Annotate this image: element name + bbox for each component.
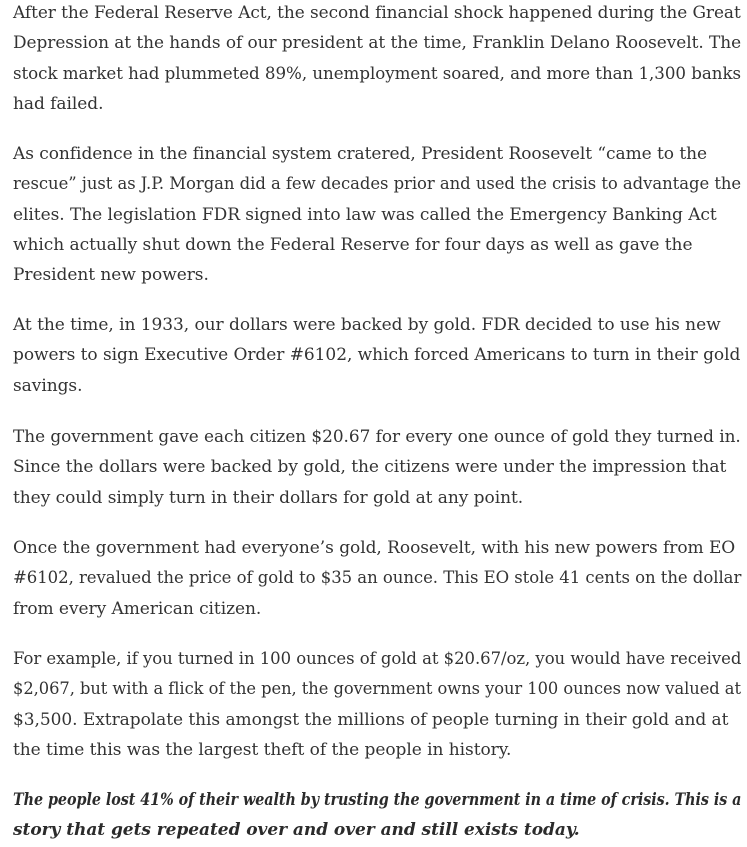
text-line: story that gets repeated over and over and still exists today. (13, 820, 580, 841)
paragraph-closing-emphasis (13, 785, 745, 846)
text-line: $3,500. Extrapolate this amongst the millions of people turning in their gold and at (13, 709, 729, 730)
text-line: the time this was the largest theft of the people in history. (13, 739, 512, 760)
text-line: savings. (13, 375, 83, 396)
text-line: After the Federal Reserve Act, the second financial shock happened during the Great (13, 3, 741, 23)
text-line: Once the government had everyone’s gold, Roosevelt, with his new powers from EO (13, 538, 736, 558)
text-line: $2,067, but with a flick of the pen, the government owns your 100 ounces now valued at (13, 679, 741, 700)
text-line: Depression at the hands of our president at the time, Franklin Delano Roosevelt. The (13, 33, 742, 54)
text-line: had failed. (13, 93, 104, 114)
paragraph-federal-reserve-act (13, 0, 745, 119)
text-line: As confidence in the financial system cratered, President Roosevelt “came to the (13, 144, 708, 164)
text-line: For example, if you turned in 100 ounces of gold at $20.67/oz, you would have received (13, 649, 742, 669)
text-line: President new powers. (13, 265, 209, 286)
text-line: At the time, in 1933, our dollars were backed by gold. FDR decided to use his new (13, 315, 721, 335)
text-line: #6102, revalued the price of gold to $35 an ounce. This EO stole 41 cents on the dollar (13, 568, 742, 589)
text-line: from every American citizen. (13, 598, 262, 619)
paragraph-emergency-banking-act (13, 139, 745, 290)
text-line: which actually shut down the Federal Reserve for four days as well as gave the (13, 234, 693, 255)
text-line: elites. The legislation FDR signed into law was called the Emergency Banking Act (13, 204, 717, 225)
text-line: rescue” just as J.P. Morgan did a few decades prior and used the crisis to advantage the (13, 174, 742, 195)
paragraph-executive-order (13, 310, 745, 401)
text-line: powers to sign Executive Order #6102, which forced Americans to turn in their gold (13, 345, 741, 366)
text-line: The government gave each citizen $20.67 for every one ounce of gold they turned in. (13, 427, 741, 447)
text-line: Since the dollars were backed by gold, the citizens were under the impression that (13, 457, 727, 478)
text-line: they could simply turn in their dollars for gold at any point. (13, 487, 524, 508)
text-line: The people lost 41% of their wealth by trusting the government in a time of crisis. This is a (13, 790, 742, 810)
paragraph-gold-revaluation (13, 533, 745, 624)
paragraph-gold-payment (13, 422, 745, 513)
paragraph-example-calculation (13, 644, 745, 765)
text-line: stock market had plummeted 89%, unemployment soared, and more than 1,300 banks (13, 63, 742, 84)
